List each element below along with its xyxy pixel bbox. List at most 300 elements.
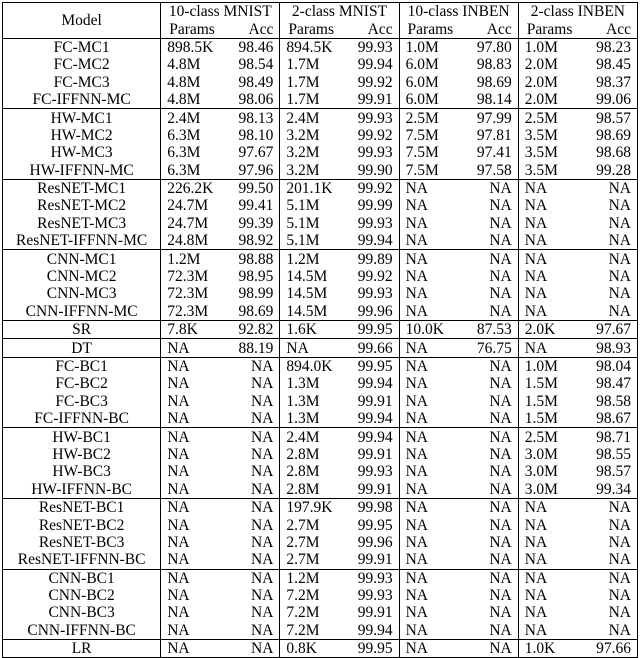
model-name: SR [3, 321, 161, 339]
params-10class-inben: 6.0M [405, 91, 439, 109]
params-2class-mnist: 14.5M [286, 302, 328, 320]
acc-10class-mnist: 98.06 [223, 91, 280, 109]
acc-10class-inben: 98.69 [461, 74, 518, 91]
acc-2class-inben: 98.47 [580, 375, 637, 392]
params-10class-mnist: 6.3M [167, 161, 201, 179]
params-10class-mnist: 6.3M [167, 126, 201, 144]
table-row [3, 516, 638, 533]
acc-10class-inben: 76.75 [461, 339, 518, 357]
acc-2class-inben: 98.71 [580, 428, 637, 446]
params-2class-mnist: 1.2M [280, 569, 342, 587]
header-acc: Acc [461, 20, 518, 38]
params-2class-inben: 3.5M [524, 126, 558, 144]
params-10class-mnist: NA [167, 463, 190, 481]
acc-10class-mnist: NA [223, 569, 280, 587]
params-2class-mnist: 197.9K [280, 498, 342, 516]
acc-2class-mnist: 99.95 [342, 516, 399, 533]
params-10class-inben: NA [405, 232, 428, 250]
acc-2class-mnist: 99.92 [342, 268, 399, 285]
params-10class-inben: NA [399, 498, 461, 516]
acc-2class-mnist: 99.98 [342, 498, 399, 516]
acc-10class-mnist: NA [223, 498, 280, 516]
table-row [3, 303, 638, 321]
acc-10class-inben: NA [461, 587, 518, 604]
acc-10class-mnist: 97.96 [223, 162, 280, 180]
acc-2class-mnist: 99.92 [342, 127, 399, 144]
table-row [3, 197, 638, 214]
params-10class-mnist: NA [167, 551, 190, 569]
acc-2class-mnist: 99.95 [342, 321, 399, 339]
acc-10class-mnist: NA [223, 375, 280, 392]
acc-2class-inben: 99.06 [580, 91, 637, 109]
acc-10class-inben: 98.83 [461, 56, 518, 73]
params-2class-inben: 1.5M [524, 375, 558, 393]
table-row [3, 498, 638, 516]
acc-2class-mnist: 99.89 [342, 250, 399, 268]
header-acc: Acc [223, 20, 280, 38]
model-name: FC-MC1 [3, 38, 161, 56]
table-row [3, 232, 638, 250]
acc-10class-inben: NA [461, 551, 518, 569]
acc-2class-mnist: 99.93 [342, 285, 399, 302]
acc-2class-mnist: 99.94 [342, 428, 399, 446]
params-2class-mnist: 14.5M [286, 268, 328, 286]
model-name: HW-BC1 [3, 428, 161, 446]
acc-2class-inben: NA [580, 215, 637, 232]
acc-10class-inben: 97.80 [461, 38, 518, 56]
params-2class-inben: 1.0M [518, 38, 580, 56]
acc-2class-mnist: 99.93 [342, 463, 399, 480]
acc-2class-mnist: 99.94 [342, 622, 399, 640]
acc-2class-inben: 98.93 [580, 339, 637, 357]
acc-10class-inben: 97.41 [461, 144, 518, 161]
params-2class-mnist: 2.7M [286, 551, 320, 569]
acc-2class-mnist: 99.94 [342, 375, 399, 392]
params-10class-inben: NA [405, 392, 428, 410]
acc-2class-inben: NA [580, 569, 637, 587]
acc-2class-inben: NA [580, 232, 637, 250]
acc-10class-mnist: NA [223, 410, 280, 428]
model-name: CNN-IFFNN-BC [3, 622, 161, 640]
model-name: FC-IFFNN-BC [3, 410, 161, 428]
acc-2class-mnist: 99.93 [342, 569, 399, 587]
table-row [3, 268, 638, 285]
params-2class-mnist: 1.3M [286, 375, 320, 393]
params-10class-inben: NA [399, 428, 461, 446]
acc-10class-mnist: 88.19 [223, 339, 280, 357]
acc-10class-mnist: 98.88 [223, 250, 280, 268]
params-10class-inben: NA [405, 214, 428, 232]
acc-2class-mnist: 99.92 [342, 74, 399, 91]
model-name: ResNET-MC1 [3, 179, 161, 197]
acc-2class-mnist: 99.91 [342, 393, 399, 410]
table-row [3, 215, 638, 232]
table-row [3, 446, 638, 463]
table-row [3, 410, 638, 428]
acc-2class-mnist: 99.91 [342, 446, 399, 463]
acc-2class-mnist: 99.91 [342, 91, 399, 109]
table-row [3, 321, 638, 339]
params-2class-inben: 3.0M [524, 480, 558, 498]
table-row [3, 91, 638, 109]
model-name: FC-BC2 [3, 375, 161, 392]
acc-2class-inben: 98.55 [580, 446, 637, 463]
params-10class-inben: 7.5M [405, 126, 439, 144]
params-2class-mnist: 1.3M [286, 410, 320, 428]
params-10class-inben: NA [405, 268, 428, 286]
params-10class-mnist: 24.8M [167, 232, 209, 250]
acc-10class-inben: NA [461, 463, 518, 480]
params-10class-mnist: NA [161, 357, 223, 375]
params-2class-inben: 2.0M [524, 73, 558, 91]
params-2class-inben: NA [524, 604, 548, 622]
acc-10class-mnist: 97.67 [223, 144, 280, 161]
params-10class-inben: NA [405, 302, 428, 320]
params-2class-inben: NA [524, 587, 548, 605]
params-2class-inben: NA [524, 197, 548, 215]
acc-2class-inben: 98.67 [580, 410, 637, 428]
params-2class-mnist: 14.5M [286, 285, 328, 303]
params-10class-mnist: 72.3M [167, 302, 209, 320]
table-row [3, 551, 638, 569]
params-2class-inben: 2.0M [524, 56, 558, 74]
params-2class-mnist: 5.1M [286, 232, 320, 250]
params-10class-inben: NA [405, 285, 428, 303]
acc-2class-inben: 98.23 [580, 38, 637, 56]
acc-2class-inben: NA [580, 516, 637, 533]
acc-10class-inben: 98.14 [461, 91, 518, 109]
params-2class-inben: 2.0K [518, 321, 580, 339]
acc-10class-inben: NA [461, 534, 518, 551]
model-name: HW-IFFNN-MC [3, 162, 161, 180]
acc-10class-inben: NA [461, 393, 518, 410]
params-10class-mnist: NA [167, 375, 190, 393]
params-2class-mnist: 2.8M [286, 480, 320, 498]
table-row [3, 38, 638, 56]
params-10class-inben: NA [399, 569, 461, 587]
table-row [3, 162, 638, 180]
model-name: FC-IFFNN-MC [3, 91, 161, 109]
acc-2class-inben: 98.45 [580, 56, 637, 73]
model-name: FC-BC1 [3, 357, 161, 375]
model-name: CNN-MC1 [3, 250, 161, 268]
params-2class-inben: 1.5M [524, 410, 558, 428]
acc-10class-mnist: NA [223, 393, 280, 410]
model-name: CNN-BC2 [3, 587, 161, 604]
params-2class-mnist: 3.2M [286, 144, 320, 162]
params-2class-inben: NA [524, 232, 548, 250]
acc-2class-mnist: 99.91 [342, 551, 399, 569]
model-name: CNN-BC3 [3, 604, 161, 621]
params-10class-mnist: NA [167, 410, 190, 428]
model-name: HW-MC1 [3, 109, 161, 127]
acc-10class-inben: 87.53 [461, 321, 518, 339]
params-2class-mnist: 1.7M [286, 73, 320, 91]
acc-10class-inben: 97.81 [461, 127, 518, 144]
params-2class-mnist: 2.4M [280, 109, 342, 127]
params-10class-mnist: 4.8M [167, 73, 201, 91]
table-row [3, 463, 638, 480]
params-2class-mnist: 1.2M [280, 250, 342, 268]
acc-10class-mnist: 98.46 [223, 38, 280, 56]
acc-10class-inben: NA [461, 357, 518, 375]
params-2class-inben: NA [524, 214, 548, 232]
acc-10class-inben: NA [461, 428, 518, 446]
acc-10class-mnist: 98.95 [223, 268, 280, 285]
model-name: ResNET-BC1 [3, 498, 161, 516]
table-row [3, 74, 638, 91]
params-2class-inben: NA [524, 621, 548, 639]
params-10class-mnist: 24.7M [167, 197, 209, 215]
params-10class-inben: 7.5M [405, 144, 439, 162]
acc-2class-inben: 98.58 [580, 393, 637, 410]
params-2class-inben: NA [518, 250, 580, 268]
params-10class-mnist: NA [167, 533, 190, 551]
params-10class-inben: NA [405, 197, 428, 215]
acc-10class-mnist: NA [223, 481, 280, 499]
params-10class-mnist: NA [167, 480, 190, 498]
acc-2class-mnist: 99.93 [342, 587, 399, 604]
acc-2class-inben: NA [580, 268, 637, 285]
table-row [3, 622, 638, 640]
acc-10class-inben: NA [461, 516, 518, 533]
table-row [3, 375, 638, 392]
acc-2class-inben: NA [580, 587, 637, 604]
table-body [3, 38, 638, 658]
model-name: ResNET-IFFNN-MC [3, 232, 161, 250]
params-10class-mnist: 72.3M [167, 268, 209, 286]
params-10class-mnist: NA [161, 339, 223, 357]
params-2class-mnist: 2.8M [286, 463, 320, 481]
acc-2class-inben: NA [580, 179, 637, 197]
acc-10class-inben: NA [461, 498, 518, 516]
acc-2class-mnist: 99.95 [342, 640, 399, 658]
acc-2class-mnist: 99.66 [342, 339, 399, 357]
params-10class-mnist: NA [167, 587, 190, 605]
acc-2class-inben: 99.28 [580, 162, 637, 180]
params-2class-mnist: 5.1M [286, 214, 320, 232]
acc-10class-inben: NA [461, 569, 518, 587]
acc-2class-inben: 99.34 [580, 481, 637, 499]
model-name: CNN-IFFNN-MC [3, 303, 161, 321]
params-10class-inben: 1.0M [399, 38, 461, 56]
model-name: CNN-MC2 [3, 268, 161, 285]
params-2class-inben: NA [524, 533, 548, 551]
acc-2class-inben: 97.66 [580, 640, 637, 658]
acc-10class-mnist: NA [223, 534, 280, 551]
params-2class-mnist: 894.0K [280, 357, 342, 375]
acc-10class-inben: NA [461, 285, 518, 302]
model-name: HW-IFFNN-BC [3, 481, 161, 499]
params-10class-inben: NA [405, 604, 428, 622]
params-10class-inben: NA [399, 339, 461, 357]
params-10class-mnist: 72.3M [167, 285, 209, 303]
params-10class-inben: NA [405, 621, 428, 639]
params-2class-mnist: 894.5K [280, 38, 342, 56]
table-row [3, 604, 638, 621]
acc-2class-inben: 98.69 [580, 127, 637, 144]
acc-2class-inben: NA [580, 534, 637, 551]
acc-10class-inben: 97.58 [461, 162, 518, 180]
acc-10class-inben: NA [461, 622, 518, 640]
acc-10class-mnist: 98.69 [223, 303, 280, 321]
header-row-groups [3, 3, 638, 21]
table-row [3, 428, 638, 446]
params-10class-inben: NA [405, 445, 428, 463]
header-params: Params [161, 20, 223, 38]
acc-10class-inben: NA [461, 232, 518, 250]
params-10class-inben: 6.0M [405, 56, 439, 74]
table-row [3, 569, 638, 587]
header-group-2class-inben: 2-class INBEN [518, 3, 637, 21]
acc-10class-inben: NA [461, 446, 518, 463]
model-name: CNN-BC1 [3, 569, 161, 587]
params-10class-mnist: 4.8M [167, 91, 201, 109]
acc-2class-mnist: 99.93 [342, 144, 399, 161]
model-name: ResNET-MC2 [3, 197, 161, 214]
acc-2class-mnist: 99.99 [342, 197, 399, 214]
params-2class-mnist: 0.8K [280, 640, 342, 658]
acc-10class-mnist: 99.39 [223, 215, 280, 232]
acc-2class-inben: 98.37 [580, 74, 637, 91]
acc-10class-mnist: NA [223, 622, 280, 640]
params-10class-inben: 10.0K [399, 321, 461, 339]
results-table [2, 2, 638, 658]
params-10class-mnist: NA [161, 428, 223, 446]
header-acc: Acc [342, 20, 399, 38]
params-10class-inben: NA [405, 463, 428, 481]
params-10class-mnist: NA [167, 516, 190, 534]
acc-2class-inben: 98.57 [580, 463, 637, 480]
acc-10class-mnist: NA [223, 516, 280, 533]
params-10class-inben: 6.0M [405, 73, 439, 91]
acc-10class-inben: NA [461, 375, 518, 392]
model-name: FC-BC3 [3, 393, 161, 410]
acc-2class-inben: NA [580, 604, 637, 621]
params-2class-mnist: 7.2M [286, 604, 320, 622]
acc-2class-mnist: 99.93 [342, 215, 399, 232]
header-group-10class-mnist: 10-class MNIST [161, 3, 280, 21]
acc-2class-mnist: 99.90 [342, 162, 399, 180]
params-2class-inben: 3.5M [524, 144, 558, 162]
header-model: Model [3, 3, 161, 39]
acc-10class-mnist: 98.92 [223, 232, 280, 250]
params-2class-mnist: 1.6K [280, 321, 342, 339]
model-name: HW-BC3 [3, 463, 161, 480]
params-2class-mnist: 3.2M [286, 126, 320, 144]
params-10class-mnist: NA [167, 621, 190, 639]
acc-10class-mnist: NA [223, 357, 280, 375]
params-2class-mnist: 201.1K [280, 179, 342, 197]
acc-2class-mnist: 99.96 [342, 303, 399, 321]
acc-10class-mnist: NA [223, 463, 280, 480]
acc-10class-mnist: 98.54 [223, 56, 280, 73]
params-2class-inben: 1.5M [524, 392, 558, 410]
acc-10class-mnist: 98.10 [223, 127, 280, 144]
acc-2class-mnist: 99.91 [342, 481, 399, 499]
params-10class-mnist: NA [167, 445, 190, 463]
table-row [3, 250, 638, 268]
params-10class-mnist: NA [161, 569, 223, 587]
table-row [3, 56, 638, 73]
params-10class-mnist: NA [161, 640, 223, 658]
acc-10class-inben: NA [461, 197, 518, 214]
acc-10class-inben: NA [461, 268, 518, 285]
acc-10class-inben: NA [461, 410, 518, 428]
acc-10class-mnist: 98.99 [223, 285, 280, 302]
acc-10class-mnist: NA [223, 551, 280, 569]
params-2class-inben: 1.0M [518, 357, 580, 375]
acc-2class-mnist: 99.94 [342, 232, 399, 250]
acc-2class-inben: 97.67 [580, 321, 637, 339]
model-name: ResNET-MC3 [3, 215, 161, 232]
params-10class-inben: NA [405, 410, 428, 428]
params-10class-mnist: 4.8M [167, 56, 201, 74]
params-2class-inben: NA [518, 569, 580, 587]
params-2class-inben: NA [518, 179, 580, 197]
model-name: HW-MC3 [3, 144, 161, 161]
params-2class-mnist: 5.1M [286, 197, 320, 215]
table-row [3, 481, 638, 499]
params-2class-mnist: 7.2M [286, 621, 320, 639]
params-2class-inben: 2.5M [518, 109, 580, 127]
acc-2class-mnist: 99.94 [342, 410, 399, 428]
params-2class-inben: 2.5M [518, 428, 580, 446]
model-name: HW-BC2 [3, 446, 161, 463]
params-2class-inben: NA [524, 516, 548, 534]
params-10class-mnist: NA [167, 604, 190, 622]
model-name: ResNET-BC2 [3, 516, 161, 533]
params-2class-mnist: NA [280, 339, 342, 357]
params-10class-inben: NA [399, 179, 461, 197]
params-10class-mnist: NA [167, 392, 190, 410]
table-row [3, 285, 638, 302]
acc-10class-inben: NA [461, 179, 518, 197]
params-2class-mnist: 7.2M [286, 587, 320, 605]
params-2class-mnist: 2.7M [286, 533, 320, 551]
params-10class-inben: NA [405, 480, 428, 498]
acc-10class-inben: NA [461, 481, 518, 499]
acc-10class-inben: NA [461, 215, 518, 232]
acc-10class-mnist: NA [223, 428, 280, 446]
params-2class-inben: NA [524, 302, 548, 320]
model-name: CNN-MC3 [3, 285, 161, 302]
params-2class-inben: 3.0M [524, 445, 558, 463]
acc-10class-mnist: NA [223, 587, 280, 604]
table-row [3, 393, 638, 410]
table-row [3, 640, 638, 658]
header-params: Params [399, 20, 461, 38]
params-10class-inben: NA [405, 533, 428, 551]
params-10class-mnist: 898.5K [161, 38, 223, 56]
acc-2class-mnist: 99.91 [342, 604, 399, 621]
model-name: HW-MC2 [3, 127, 161, 144]
params-2class-mnist: 2.7M [286, 516, 320, 534]
acc-2class-mnist: 99.95 [342, 357, 399, 375]
params-10class-mnist: 1.2M [161, 250, 223, 268]
params-10class-inben: 7.5M [405, 161, 439, 179]
header-params: Params [518, 20, 580, 38]
acc-2class-inben: NA [580, 551, 637, 569]
acc-10class-inben: NA [461, 303, 518, 321]
model-name: DT [3, 339, 161, 357]
model-name: ResNET-BC3 [3, 534, 161, 551]
table-row [3, 127, 638, 144]
params-2class-mnist: 2.4M [280, 428, 342, 446]
acc-10class-mnist: 99.50 [223, 179, 280, 197]
params-10class-mnist: 226.2K [161, 179, 223, 197]
params-2class-inben: NA [524, 268, 548, 286]
